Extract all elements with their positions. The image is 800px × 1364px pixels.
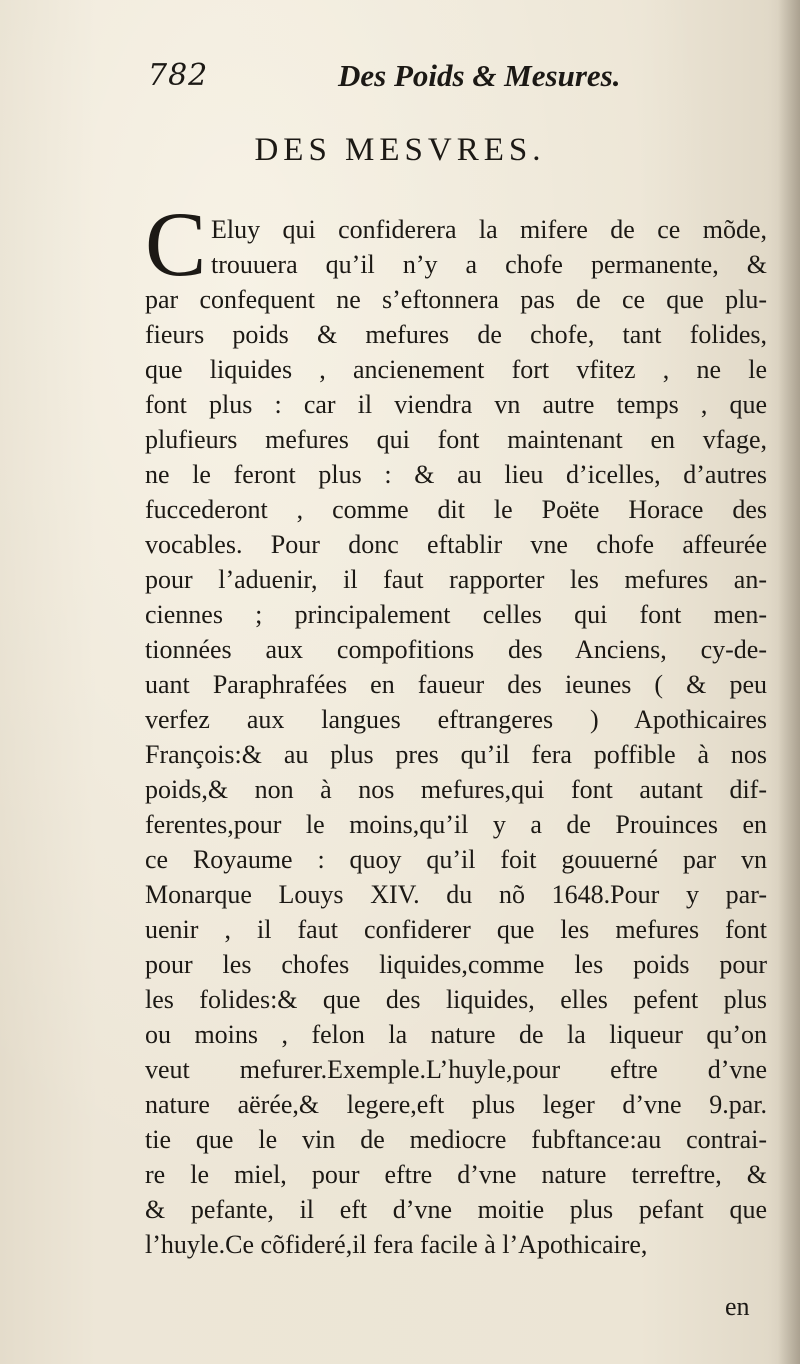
text-line: plufieurs mefures qui font maintenant en vfage, <box>145 425 767 454</box>
text-line: pour les chofes liquides,comme les poids pour <box>145 950 767 979</box>
text-line: re le miel, pour eftre d’vne nature terreftre, & <box>145 1160 767 1189</box>
text-line: que liquides , ancienement fort vfitez , ne le <box>145 355 767 384</box>
text-line: poids,& non à nos mefures,qui font autant dif- <box>145 775 767 804</box>
text-line: par confequent ne s’eftonnera pas de ce que plu- <box>145 285 767 314</box>
text-line: fieurs poids & mefures de chofe, tant folides, <box>145 320 767 349</box>
running-title: Des Poids & Mesures. <box>338 58 621 93</box>
text-line: les folides:& que des liquides, elles pefent plus <box>145 985 767 1014</box>
page-number: 782 <box>148 58 209 93</box>
text-line: Monarque Louys XIV. du nõ 1648.Pour y par- <box>145 880 767 909</box>
catchword: en <box>725 1292 750 1321</box>
text-line: font plus : car il viendra vn autre temps , que <box>145 390 767 419</box>
text-line: tie que le vin de mediocre fubftance:au contrai- <box>145 1125 767 1154</box>
text-line: ne le feront plus : & au lieu d’icelles, d’autres <box>145 460 767 489</box>
text-line: ou moins , felon la nature de la liqueur qu’on <box>145 1020 767 1049</box>
running-header <box>148 58 668 104</box>
text-line: uant Paraphrafées en faueur des ieunes ( & peu <box>145 670 767 699</box>
text-line: Eluy qui confiderera la mifere de ce mõde, <box>211 215 767 244</box>
text-line: pour l’aduenir, il faut rapporter les mefures an- <box>145 565 767 594</box>
text-line: l’huyle.Ce cõfideré,il fera facile à l’Apothicaire, <box>145 1230 648 1259</box>
text-line: tionnées aux compofitions des Anciens, cy-de- <box>145 635 767 664</box>
text-line: François:& au plus pres qu’il fera poffible à nos <box>145 740 767 769</box>
text-line: uenir , il faut confiderer que les mefures font <box>145 915 767 944</box>
text-line: ce Royaume : quoy qu’il foit gouuerné par vn <box>145 845 767 874</box>
text-line: fuccederont , comme dit le Poëte Horace des <box>145 495 767 524</box>
body-text <box>145 212 767 1262</box>
text-line: trouuera qu’il n’y a chofe permanente, & <box>211 250 767 279</box>
drop-cap-initial: C <box>145 193 207 295</box>
text-line: veut mefurer.Exemple.L’huyle,pour eftre d’vne <box>145 1055 767 1084</box>
text-line: verfez aux langues eftrangeres ) Apothicaires <box>145 705 767 734</box>
text-line: ciennes ; principalement celles qui font men- <box>145 600 767 629</box>
page-edge-shadow <box>778 0 800 1364</box>
text-line: ferentes,pour le moins,qu’il y a de Prouinces en <box>145 810 767 839</box>
section-title: DES MESVRES. <box>254 132 546 168</box>
text-line: nature aërée,& legere,eft plus leger d’vne 9.par. <box>145 1090 767 1119</box>
text-line: vocables. Pour donc eftablir vne chofe affeurée <box>145 530 767 559</box>
text-line: & pefante, il eft d’vne moitie plus pefant que <box>145 1195 767 1224</box>
